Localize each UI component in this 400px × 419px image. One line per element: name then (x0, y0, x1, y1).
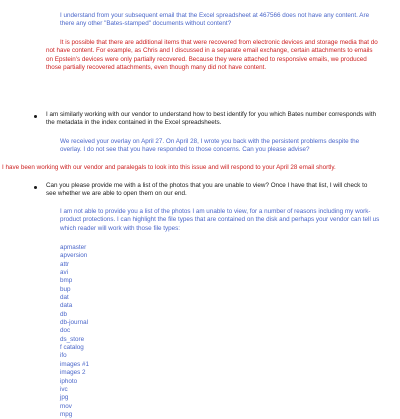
bullet-photo-list-request: Can you please provide me with a list of the photos that you are unable to view? Once I have that list, I will check to see whether we are able to open them on our end. (46, 182, 368, 198)
bullet-marker (34, 186, 37, 189)
list-item: avi (60, 269, 69, 277)
list-item: mov (60, 402, 72, 410)
list-item: ds_store (60, 335, 85, 343)
list-item: iphoto (60, 377, 78, 385)
list-item: images 2 (60, 369, 86, 377)
list-item: jpg (60, 394, 69, 402)
file-type-list (60, 244, 89, 419)
paragraph-excel-content: I understand from your subsequent email that the Excel spreadsheet at 467566 does not have any content. Are there any other "Bates-stamped" documents without content? (60, 12, 370, 28)
list-item: apversion (60, 252, 88, 260)
list-item: db (60, 310, 68, 318)
list-item: ivc (60, 385, 68, 393)
top-fragment-line (60, 0, 360, 3)
list-item: bmp (60, 277, 73, 285)
list-item: data (60, 302, 73, 310)
list-item: ifo (60, 352, 67, 360)
list-item: mpg (60, 410, 73, 418)
bullet-bates-metadata: I am similarly working with our vendor to understand how to best identify for you which Bates number corresponds with the metadata in the index contained in the Excel spreadsheets. (46, 111, 377, 127)
list-item: apmaster (60, 244, 87, 251)
paragraph-overlay-response: We received your overlay on April 27. On April 28, I wrote you back with the persistent problems despite the overlay. I do not see that you have responded to those concerns. Can you please advise? (60, 138, 360, 154)
list-item: db-journal (60, 319, 89, 327)
paragraph-partial-recovery: It is possible that there are additional items that were recovered from electronic devices and storage media that do not have content. For example, as Chris and I discussed in a separate email exchange, certain attachments to emails on Epstein's devices were only partially recovered. Because they were attached to responsive emails, we produced those partially recovered attachments, even though many did not have content. (46, 39, 378, 72)
list-item: attr (60, 260, 70, 268)
list-item: f catalog (60, 344, 84, 352)
paragraph-vendor-reply: I have been working with our vendor and paralegals to look into this issue and will respond to your April 28 email shortly. (2, 164, 336, 171)
paragraph-file-types: I am not able to provide you a list of the photos I am unable to view, for a number of reasons including my work-product protections. I can highlight the file types that are contained on the disk and perhaps your vendor can tell us which reader will work with those file types: (60, 208, 380, 232)
bullet-marker (34, 115, 37, 118)
list-item: doc (60, 327, 71, 335)
list-item: dat (60, 294, 69, 302)
list-item: bup (60, 285, 71, 293)
list-item: images #1 (60, 360, 90, 368)
